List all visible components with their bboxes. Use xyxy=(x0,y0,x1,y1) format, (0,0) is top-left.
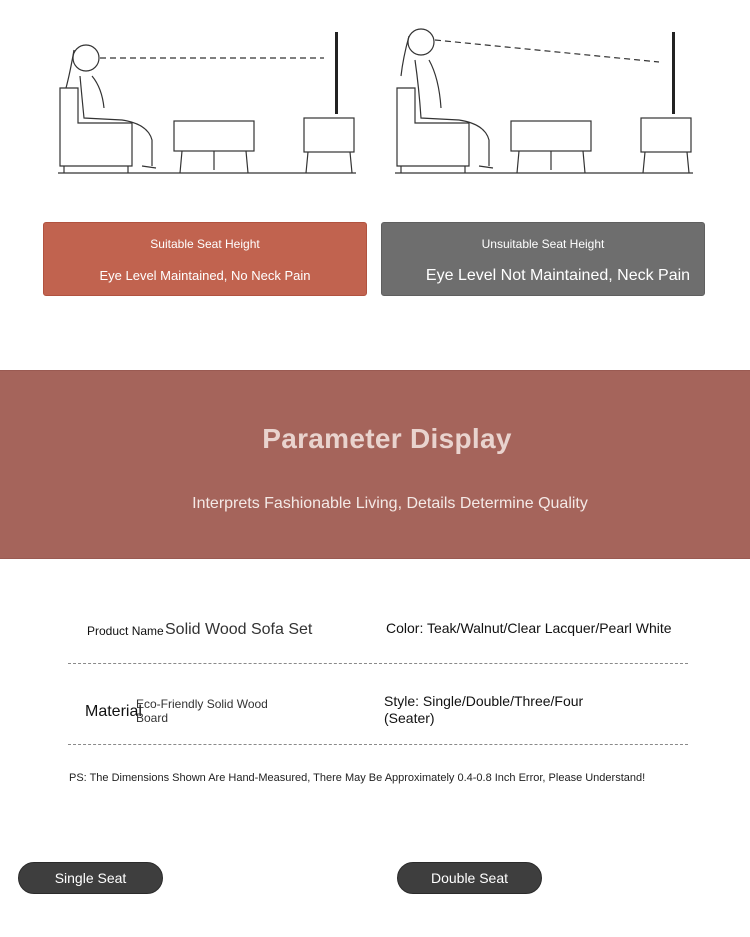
coffee-table xyxy=(174,121,254,151)
measurement-note: PS: The Dimensions Shown Are Hand-Measured, There May Be Approximately 0.4-0.8 Inch Error, Please Understand! xyxy=(69,772,646,784)
product-name-value: Solid Wood Sofa Set xyxy=(165,621,313,638)
unsuitable-seat-title: Unsuitable Seat Height xyxy=(481,237,605,251)
material-label: Material xyxy=(85,703,142,720)
tv-stand xyxy=(304,118,354,152)
unsuitable-seat-drawing xyxy=(389,18,699,178)
banner-subtitle: Interprets Fashionable Living, Details Determine Quality xyxy=(192,495,588,512)
person-head xyxy=(408,29,434,55)
tv-screen xyxy=(335,32,338,114)
parameter-banner xyxy=(0,370,750,559)
suitable-seat-drawing xyxy=(52,18,362,178)
suitable-seat-subtitle: Eye Level Maintained, No Neck Pain xyxy=(99,268,311,283)
single-seat-button[interactable]: Single Seat xyxy=(18,862,163,894)
unsuitable-seat-subtitle: Eye Level Not Maintained, Neck Pain xyxy=(425,267,691,284)
armchair xyxy=(60,88,132,166)
style-value: Style: Single/Double/Three/Four (Seater) xyxy=(384,693,584,726)
unsuitable-seat-illustration xyxy=(389,18,699,178)
suitable-seat-card xyxy=(43,222,367,296)
product-name-label: Product Name xyxy=(87,624,164,638)
armchair xyxy=(397,88,469,166)
material-value: Eco-Friendly Solid Wood Board xyxy=(136,697,268,725)
person-body xyxy=(80,76,152,166)
suitable-seat-illustration xyxy=(52,18,362,178)
person-body xyxy=(415,60,489,166)
dashed-divider xyxy=(68,744,688,745)
tv-stand xyxy=(641,118,691,152)
sight-line xyxy=(435,40,659,62)
dashed-divider xyxy=(68,663,688,664)
unsuitable-seat-card xyxy=(381,222,705,296)
suitable-seat-title: Suitable Seat Height xyxy=(150,237,260,251)
color-value: Color: Teak/Walnut/Clear Lacquer/Pearl White xyxy=(386,620,672,636)
tv-screen xyxy=(672,32,675,114)
banner-title: Parameter Display xyxy=(262,423,512,454)
double-seat-button[interactable]: Double Seat xyxy=(397,862,542,894)
person-head xyxy=(73,45,99,71)
coffee-table xyxy=(511,121,591,151)
